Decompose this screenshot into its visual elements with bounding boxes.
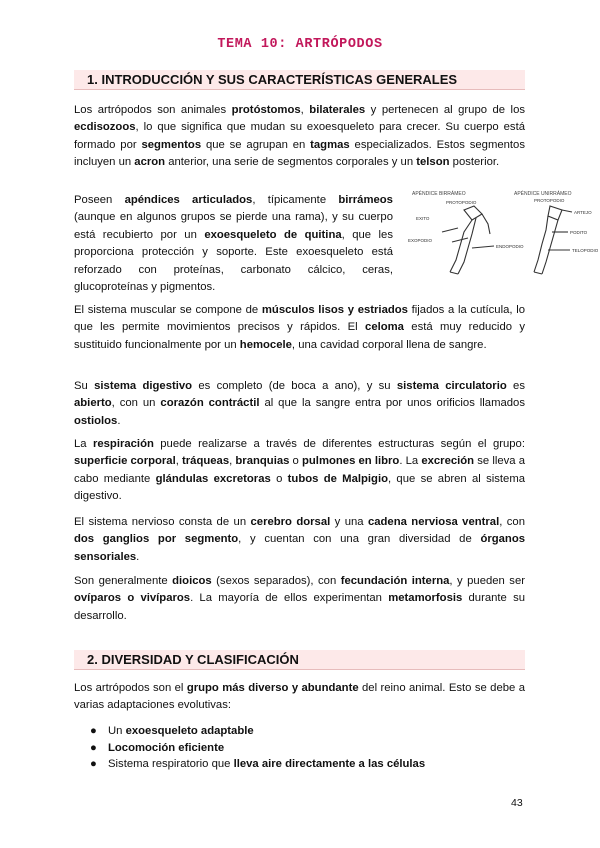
uniramous-caption: APÉNDICE UNIRRÁMEO [514, 191, 572, 197]
list-item: ● Locomoción eficiente [74, 740, 525, 757]
podito-label: PODITO [570, 230, 588, 235]
telopodio-label: TELOPODIO [572, 248, 598, 253]
page-title: TEMA 10: ARTRÓPODOS [217, 37, 383, 52]
list-item: ● Un exoesqueleto adaptable [74, 723, 525, 740]
section-2-heading: 2. DIVERSIDAD Y CLASIFICACIÓN [74, 650, 525, 670]
intro-paragraph: Los artrópodos son animales protóstomos, bilaterales y pertenecen al grupo de los ecdisozoos, lo que significa que mudan su exoesqueleto para crecer. Su cuerpo está formado por segmentos que se agrupan en tagmas especializados. Estos segmentos incluyen un acron anterior, una serie de segmentos corporales y un telson posterior. [74, 104, 526, 169]
appendage-diagram [402, 188, 598, 280]
section-1-heading: 1. INTRODUCCIÓN Y SUS CARACTERÍSTICAS GENERALES [74, 70, 525, 90]
respiration-paragraph: La respiración puede realizarse a través de diferentes estructuras según el grupo: superficie corporal, tráqueas, branquias o pulmones en libro. La excreción se lleva a cabo mediante glándulas excretoras o tubos de Malpigio, que se abren al sistema digestivo. [74, 438, 526, 503]
exito-label: EXITO [416, 216, 430, 221]
protopodio-label: PROTOPODIO [446, 200, 477, 205]
page-number: 43 [511, 797, 523, 809]
digestive-paragraph: Su sistema digestivo es completo (de boca a ano), y su sistema circulatorio es abierto, con un corazón contráctil al que la sangre entra por unos orificios llamados ostiolos. [74, 380, 525, 427]
reproduction-paragraph: Son generalmente dioicos (sexos separados), con fecundación interna, y pueden ser ovíparos o vivíparos. La mayoría de ellos experimentan metamorfosis durante su desarrollo. [74, 575, 526, 622]
bullet-icon: ● [90, 758, 97, 770]
uniramous-appendage [534, 206, 572, 274]
muscular-paragraph: El sistema muscular se compone de músculos lisos y estriados fijados a la cutícula, lo que les permite movimientos precisos y rápidos. El celoma está muy reducido y sustituido funcionalmente por un hemocele, una cavidad corporal llena de sangre. [74, 304, 525, 351]
nervous-paragraph: El sistema nervioso consta de un cerebro dorsal y una cadena nerviosa ventral, con dos ganglios por segmento, y cuentan con una gran diversidad de órganos sensoriales. [74, 516, 526, 563]
endopodio-label: ENDOPODIO [496, 244, 524, 249]
artejo-label: ARTEJO [574, 210, 592, 215]
biramous-appendage [442, 206, 494, 274]
appendages-paragraph: Poseen apéndices articulados, típicamente birrámeos (aunque en algunos grupos se pierde una rama), y su cuerpo está recubierto por un exoesqueleto de quitina, que les proporciona protección y soporte. Este exoesqueleto está reforzado con proteínas, carbonato cálcico, ceras, glucoproteínas y pigmentos. [74, 194, 393, 294]
biramous-caption: APÉNDICE BIRRÁMEO [412, 191, 466, 197]
exopodio-label: EXOPODIO [408, 238, 433, 243]
appendage-drawing [402, 188, 598, 280]
protopodio-right-label: PROTOPODIO [534, 198, 565, 203]
bullet-icon: ● [90, 741, 97, 754]
list-item: ● Sistema respiratorio que lleva aire directamente a las células [74, 756, 525, 773]
diversity-paragraph: Los artrópodos son el grupo más diverso y abundante del reino animal. Esto se debe a varias adaptaciones evolutivas: [74, 682, 525, 712]
adaptations-list [74, 723, 525, 773]
bullet-icon: ● [90, 725, 97, 737]
